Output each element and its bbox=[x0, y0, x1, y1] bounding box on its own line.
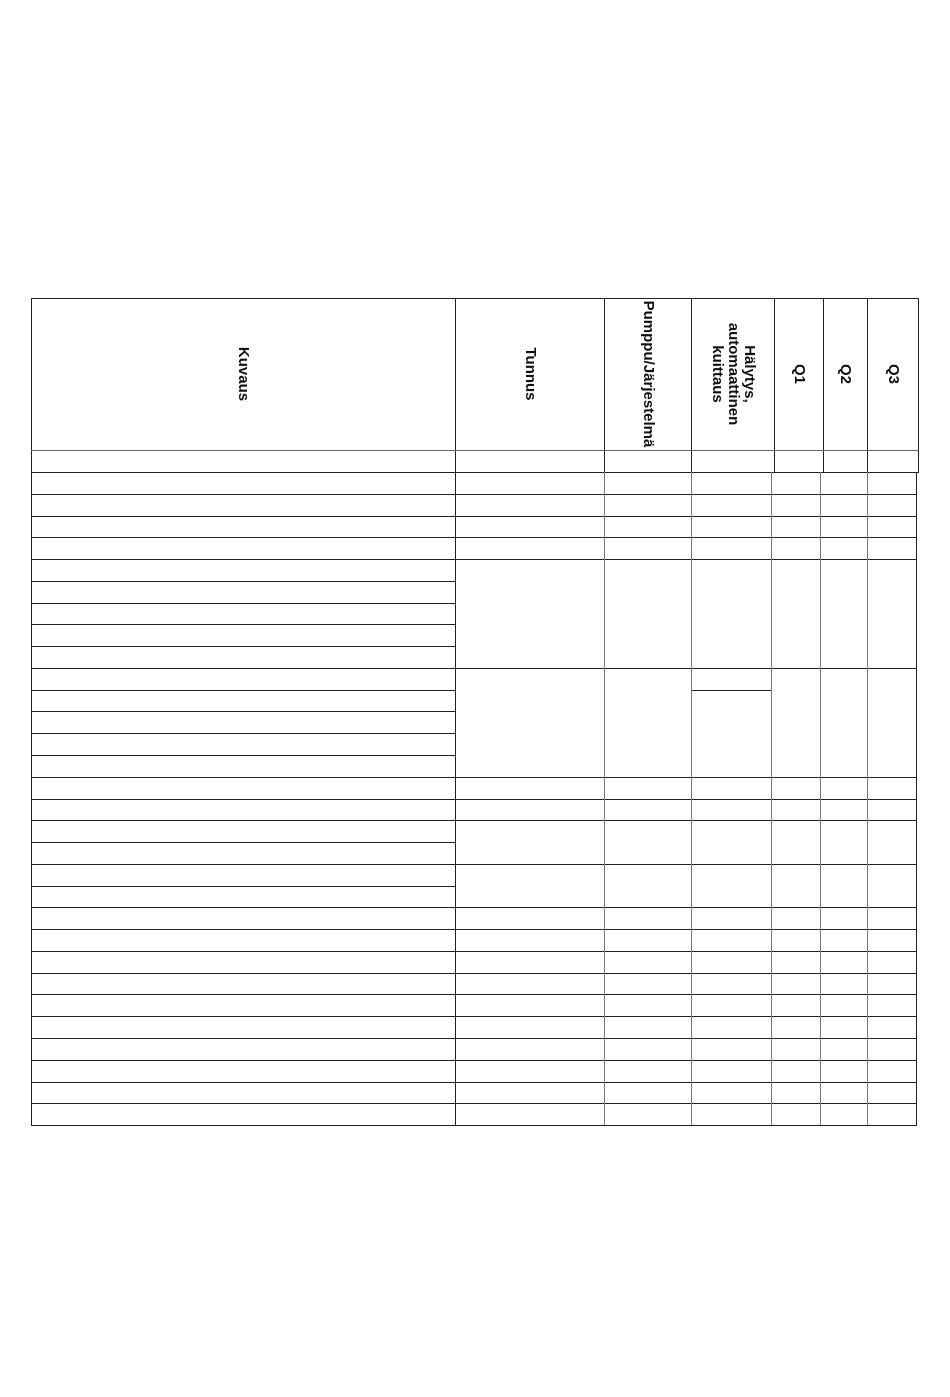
pumppu-cell[interactable] bbox=[605, 538, 690, 558]
q3-cell[interactable] bbox=[868, 560, 915, 667]
kuvaus-cell[interactable] bbox=[32, 908, 454, 928]
kuvaus-cell[interactable] bbox=[32, 1083, 454, 1103]
q1-cell[interactable] bbox=[772, 800, 819, 820]
kuvaus-cell[interactable] bbox=[32, 865, 454, 885]
q2-cell[interactable] bbox=[821, 473, 866, 493]
halytys-cell[interactable] bbox=[692, 952, 770, 972]
q3-cell[interactable] bbox=[868, 974, 915, 994]
q3-cell[interactable] bbox=[868, 1083, 915, 1103]
kuvaus-cell[interactable] bbox=[32, 560, 454, 580]
kuvaus-cell[interactable] bbox=[32, 604, 454, 624]
header-tunnus bbox=[455, 298, 604, 450]
q3-cell[interactable] bbox=[868, 821, 915, 863]
tunnus-cell[interactable] bbox=[456, 517, 603, 537]
tunnus-cell[interactable] bbox=[456, 908, 603, 928]
halytys-cell[interactable] bbox=[692, 865, 770, 907]
tunnus-cell[interactable] bbox=[456, 1039, 603, 1059]
q3-cell[interactable] bbox=[868, 473, 915, 493]
halytys-cell[interactable] bbox=[692, 778, 770, 798]
q1-cell[interactable] bbox=[772, 517, 819, 537]
pumppu-cell[interactable] bbox=[605, 517, 690, 537]
q3-cell[interactable] bbox=[868, 952, 915, 972]
kuvaus-cell[interactable] bbox=[32, 625, 454, 645]
pumppu-cell[interactable] bbox=[605, 995, 690, 1015]
tunnus-cell[interactable] bbox=[456, 778, 603, 798]
halytys-cell[interactable] bbox=[692, 908, 770, 928]
kuvaus-cell[interactable] bbox=[32, 1039, 454, 1059]
pumppu-cell[interactable] bbox=[605, 930, 690, 950]
q1-cell[interactable] bbox=[772, 1039, 819, 1059]
tunnus-cell[interactable] bbox=[456, 473, 603, 493]
pumppu-cell[interactable] bbox=[605, 908, 690, 928]
q2-cell[interactable] bbox=[821, 1061, 866, 1081]
halytys-cell[interactable] bbox=[692, 560, 770, 667]
header-tunnus-label: Tunnus bbox=[521, 347, 539, 401]
kuvaus-cell[interactable] bbox=[32, 930, 454, 950]
halytys-cell[interactable] bbox=[692, 821, 770, 863]
kuvaus-cell[interactable] bbox=[32, 995, 454, 1015]
header-column-divider bbox=[691, 298, 692, 472]
q2-cell[interactable] bbox=[821, 1017, 866, 1037]
halytys-cell[interactable] bbox=[692, 800, 770, 820]
pumppu-cell[interactable] bbox=[605, 495, 690, 515]
kuvaus-cell[interactable] bbox=[32, 647, 454, 667]
q3-cell[interactable] bbox=[868, 800, 915, 820]
q2-cell[interactable] bbox=[821, 974, 866, 994]
kuvaus-cell[interactable] bbox=[32, 1061, 454, 1081]
q3-cell[interactable] bbox=[868, 1061, 915, 1081]
q1-cell[interactable] bbox=[772, 908, 819, 928]
pumppu-cell[interactable] bbox=[605, 560, 690, 667]
pumppu-cell[interactable] bbox=[605, 473, 690, 493]
q3-cell[interactable] bbox=[868, 517, 915, 537]
header-column-divider bbox=[823, 298, 824, 472]
tunnus-cell[interactable] bbox=[456, 865, 603, 907]
tunnus-cell[interactable] bbox=[456, 930, 603, 950]
kuvaus-cell[interactable] bbox=[32, 495, 454, 515]
halytys-cell[interactable] bbox=[692, 1104, 770, 1124]
pumppu-cell[interactable] bbox=[605, 1104, 690, 1124]
halytys-cell[interactable] bbox=[692, 517, 770, 537]
q2-cell[interactable] bbox=[821, 560, 866, 667]
header-column-divider bbox=[774, 298, 775, 472]
header-q1 bbox=[774, 298, 823, 450]
header-halytys bbox=[691, 298, 774, 450]
tunnus-cell[interactable] bbox=[456, 821, 603, 863]
pumppu-cell[interactable] bbox=[605, 1039, 690, 1059]
kuvaus-cell[interactable] bbox=[32, 800, 454, 820]
kuvaus-cell[interactable] bbox=[32, 517, 454, 537]
header-halytys-label: Hälytys, automaattinen kuittaus bbox=[708, 322, 758, 426]
q1-cell[interactable] bbox=[772, 930, 819, 950]
kuvaus-cell[interactable] bbox=[32, 669, 454, 689]
header-q2-label: Q2 bbox=[837, 363, 854, 385]
q2-cell[interactable] bbox=[821, 930, 866, 950]
kuvaus-cell[interactable] bbox=[32, 473, 454, 493]
header-q2 bbox=[823, 298, 867, 450]
header-pumppu-jarjestelma-label: Pumppu/Järjestelmä bbox=[639, 300, 657, 448]
kuvaus-cell[interactable] bbox=[32, 843, 454, 863]
tunnus-cell[interactable] bbox=[456, 1083, 603, 1103]
q2-cell[interactable] bbox=[821, 1104, 866, 1124]
tunnus-cell[interactable] bbox=[456, 1061, 603, 1081]
halytys-cell[interactable] bbox=[692, 1017, 770, 1037]
header-kuvaus-label: Kuvaus bbox=[235, 346, 252, 402]
kuvaus-cell[interactable] bbox=[32, 1017, 454, 1037]
q3-cell[interactable] bbox=[868, 995, 915, 1015]
q1-cell[interactable] bbox=[772, 821, 819, 863]
tunnus-cell[interactable] bbox=[456, 1017, 603, 1037]
kuvaus-cell[interactable] bbox=[32, 582, 454, 602]
tunnus-cell[interactable] bbox=[456, 800, 603, 820]
q1-cell[interactable] bbox=[772, 1017, 819, 1037]
header-q3-label: Q3 bbox=[885, 363, 902, 385]
kuvaus-cell[interactable] bbox=[32, 538, 454, 558]
kuvaus-cell[interactable] bbox=[32, 778, 454, 798]
q1-cell[interactable] bbox=[772, 995, 819, 1015]
q1-cell[interactable] bbox=[772, 1104, 819, 1124]
q2-cell[interactable] bbox=[821, 821, 866, 863]
halytys-cell[interactable] bbox=[692, 930, 770, 950]
tunnus-cell[interactable] bbox=[456, 669, 603, 776]
tunnus-cell[interactable] bbox=[456, 995, 603, 1015]
halytys-cell[interactable] bbox=[692, 495, 770, 515]
tunnus-cell[interactable] bbox=[456, 974, 603, 994]
q2-cell[interactable] bbox=[821, 1083, 866, 1103]
halytys-cell[interactable] bbox=[692, 995, 770, 1015]
kuvaus-cell[interactable] bbox=[32, 1104, 454, 1124]
q3-cell[interactable] bbox=[868, 1039, 915, 1059]
pumppu-cell[interactable] bbox=[605, 800, 690, 820]
q2-cell[interactable] bbox=[821, 778, 866, 798]
kuvaus-cell[interactable] bbox=[32, 712, 454, 732]
q3-cell[interactable] bbox=[868, 778, 915, 798]
q3-cell[interactable] bbox=[868, 930, 915, 950]
q2-cell[interactable] bbox=[821, 669, 866, 776]
q1-cell[interactable] bbox=[772, 669, 819, 776]
q2-cell[interactable] bbox=[821, 865, 866, 907]
q2-cell[interactable] bbox=[821, 800, 866, 820]
q3-cell[interactable] bbox=[868, 495, 915, 515]
pumppu-cell[interactable] bbox=[605, 1083, 690, 1103]
q3-cell[interactable] bbox=[868, 1017, 915, 1037]
pumppu-cell[interactable] bbox=[605, 669, 690, 776]
tunnus-cell[interactable] bbox=[456, 952, 603, 972]
q2-cell[interactable] bbox=[821, 517, 866, 537]
tunnus-cell[interactable] bbox=[456, 1104, 603, 1124]
q1-cell[interactable] bbox=[772, 538, 819, 558]
tunnus-cell[interactable] bbox=[456, 538, 603, 558]
kuvaus-cell[interactable] bbox=[32, 821, 454, 841]
header-column-divider bbox=[867, 298, 868, 472]
q3-cell[interactable] bbox=[868, 1104, 915, 1124]
pumppu-cell[interactable] bbox=[605, 821, 690, 863]
q2-cell[interactable] bbox=[821, 495, 866, 515]
header-column-divider bbox=[604, 298, 605, 472]
q3-cell[interactable] bbox=[868, 865, 915, 907]
q1-cell[interactable] bbox=[772, 974, 819, 994]
pumppu-cell[interactable] bbox=[605, 1017, 690, 1037]
q1-cell[interactable] bbox=[772, 778, 819, 798]
kuvaus-cell[interactable] bbox=[32, 756, 454, 776]
halytys-cell[interactable] bbox=[692, 1039, 770, 1059]
q1-cell[interactable] bbox=[772, 560, 819, 667]
q3-cell[interactable] bbox=[868, 908, 915, 928]
halytys-cell[interactable] bbox=[692, 669, 770, 776]
pumppu-cell[interactable] bbox=[605, 865, 690, 907]
q3-cell[interactable] bbox=[868, 669, 915, 776]
halytys-cell[interactable] bbox=[692, 473, 770, 493]
q1-cell[interactable] bbox=[772, 495, 819, 515]
header-pumppu-jarjestelma bbox=[604, 298, 691, 450]
q1-cell[interactable] bbox=[772, 1061, 819, 1081]
q2-cell[interactable] bbox=[821, 538, 866, 558]
q1-cell[interactable] bbox=[772, 865, 819, 907]
pumppu-cell[interactable] bbox=[605, 778, 690, 798]
pumppu-cell[interactable] bbox=[605, 952, 690, 972]
q1-cell[interactable] bbox=[772, 1083, 819, 1103]
q1-cell[interactable] bbox=[772, 952, 819, 972]
tunnus-cell[interactable] bbox=[456, 560, 603, 667]
header-q3 bbox=[867, 298, 919, 450]
halytys-cell[interactable] bbox=[692, 1061, 770, 1081]
kuvaus-cell[interactable] bbox=[32, 887, 454, 907]
q3-cell[interactable] bbox=[868, 538, 915, 558]
halytys-cell[interactable] bbox=[692, 974, 770, 994]
q2-cell[interactable] bbox=[821, 995, 866, 1015]
halytys-cell[interactable] bbox=[692, 1083, 770, 1103]
q2-cell[interactable] bbox=[821, 952, 866, 972]
tunnus-cell[interactable] bbox=[456, 495, 603, 515]
pumppu-cell[interactable] bbox=[605, 1061, 690, 1081]
kuvaus-cell[interactable] bbox=[32, 974, 454, 994]
q2-cell[interactable] bbox=[821, 1039, 866, 1059]
header-kuvaus bbox=[31, 298, 455, 450]
q2-cell[interactable] bbox=[821, 908, 866, 928]
header-bottom-rule bbox=[31, 450, 919, 451]
q1-cell[interactable] bbox=[772, 473, 819, 493]
header-column-divider bbox=[455, 298, 456, 472]
kuvaus-cell[interactable] bbox=[32, 952, 454, 972]
halytys-cell[interactable] bbox=[692, 538, 770, 558]
pumppu-cell[interactable] bbox=[605, 974, 690, 994]
kuvaus-cell[interactable] bbox=[32, 734, 454, 754]
header-q1-label: Q1 bbox=[790, 363, 808, 385]
kuvaus-cell[interactable] bbox=[32, 691, 454, 711]
